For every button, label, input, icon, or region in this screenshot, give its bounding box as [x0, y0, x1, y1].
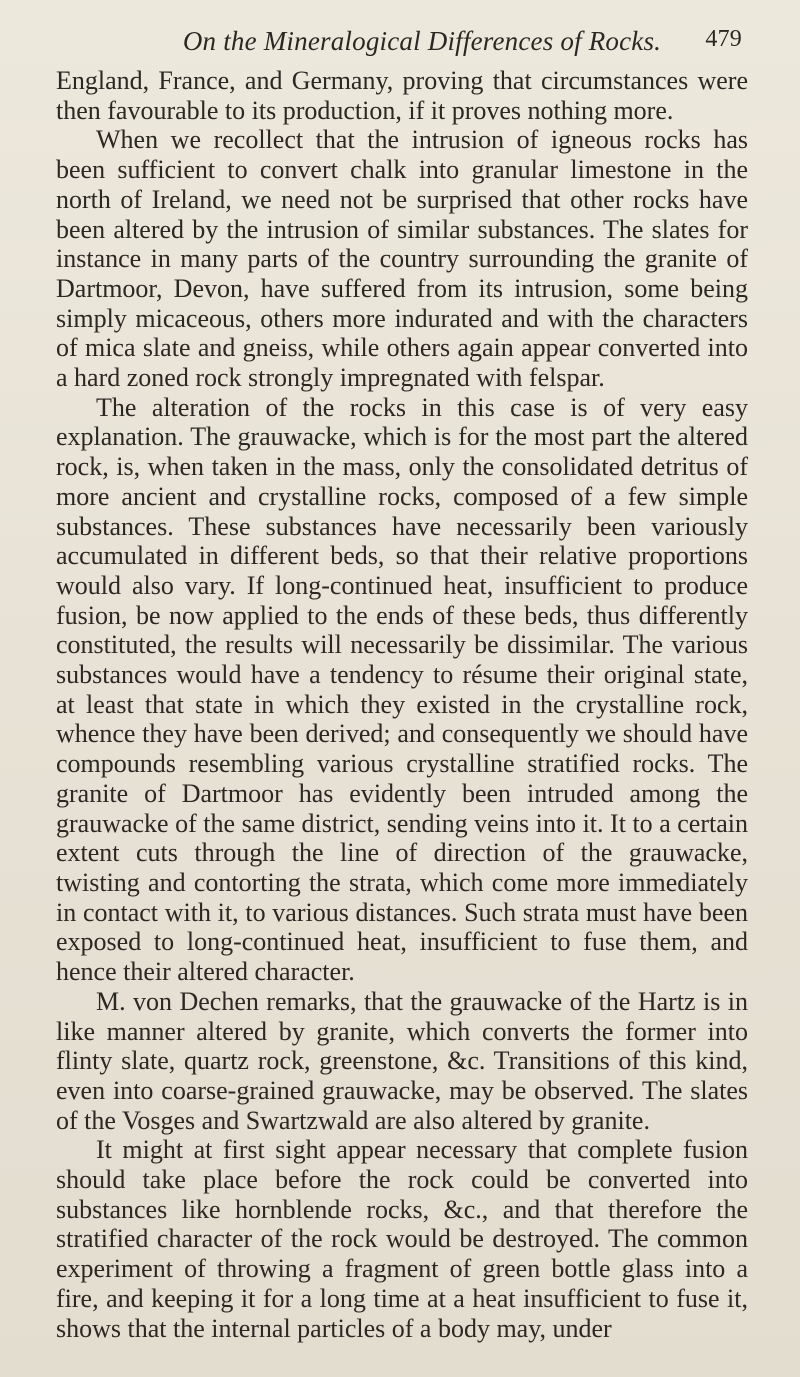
running-head: [56, 26, 748, 66]
paragraph-3: The alteration of the rocks in this case is of very easy explanation. The grauwacke, which is for the most part the altered rock, is, when taken in the mass, only the consolidated detritus of more ancient and crystalline rocks, composed of a few simple substances. These substances have necessarily been variously accumulated in different beds, so that their relative proportions would also vary. If long-continued heat, insufficient to produce fusion, be now applied to the ends of these beds, thus differently constituted, the results will necessarily be dissimilar. The various substances would have a tendency to résume their original state, at least that state in which they existed in the crystalline rock, whence they have been derived; and consequently we should have compounds resembling various crystalline stratified rocks. The granite of Dartmoor has evidently been intruded among the grauwacke of the same district, sending veins into it. It to a certain extent cuts through the line of direction of the grauwacke, twisting and contorting the strata, which come more immediately in contact with it, to various distances. Such strata must have been exposed to long-continued heat, insufficient to fuse them, and hence their altered character.: [56, 392, 748, 987]
body-text: [56, 66, 748, 1343]
paragraph-1: England, France, and Germany, proving that circumstances were then favourable to its production, if it proves nothing more.: [56, 66, 748, 125]
paragraph-2: When we recollect that the intrusion of igneous rocks has been sufficient to convert chalk into granular limestone in the north of Ireland, we need not be surprised that other rocks have been altered by the intrusion of similar substances. The slates for instance in many parts of the country surrounding the granite of Dartmoor, Devon, have suffered from its intrusion, some being simply micaceous, others more indurated and with the characters of mica slate and gneiss, while others again appear converted into a hard zoned rock strongly impregnated with felspar.: [56, 125, 748, 393]
page-number: 479: [705, 26, 742, 52]
paragraph-5: It might at first sight appear necessary that complete fusion should take place before the rock could be converted into substances like hornblende rocks, &c., and that therefore the stratified character of the rock would be destroyed. The common experiment of throwing a fragment of green bottle glass into a fire, and keeping it for a long time at a heat insufficient to fuse it, shows that the internal particles of a body may, under: [56, 1135, 748, 1343]
running-head-title: On the Mineralogical Differences of Rocks.: [182, 26, 662, 56]
paragraph-4: M. von Dechen remarks, that the grauwacke of the Hartz is in like manner altered by granite, which converts the former into flinty slate, quartz rock, greenstone, &c. Transitions of this kind, even into coarse-grained grauwacke, may be observed. The slates of the Vosges and Swartzwald are also altered by granite.: [56, 986, 748, 1135]
